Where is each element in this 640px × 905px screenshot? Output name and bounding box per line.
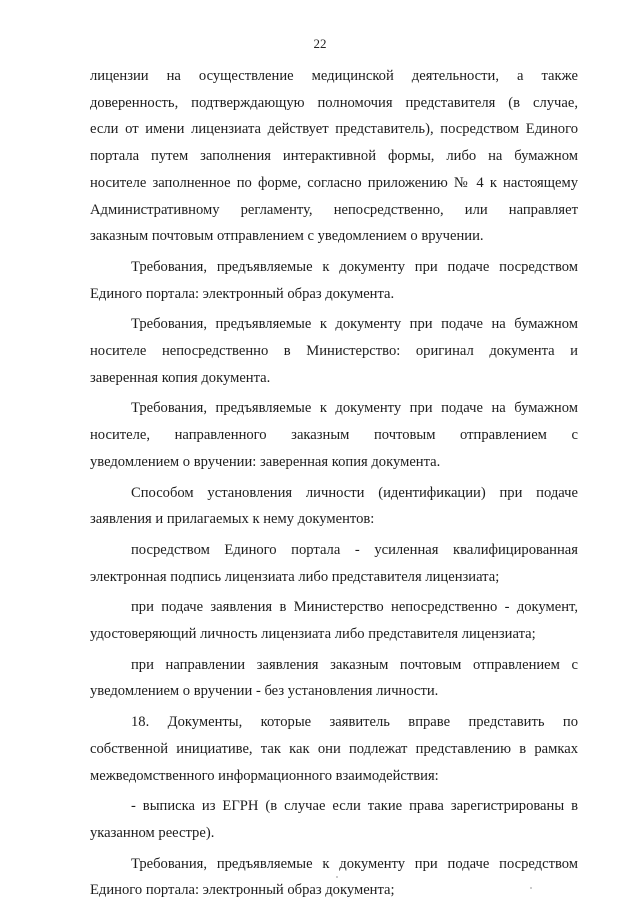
text-line: Требования, предъявляемые к документу при подаче посредством (131, 855, 578, 872)
text-line: удостоверяющий личность лицензиата либо представителя лицензиата; (90, 626, 536, 643)
text-line: межведомственного информационного взаимодействия: (90, 767, 439, 784)
paragraph (90, 63, 578, 250)
text-line: заявления и прилагаемых к нему документов: (90, 511, 375, 528)
paragraph (90, 594, 578, 647)
paragraph (90, 395, 578, 475)
text-line: носителе заполненное по форме, согласно приложению № 4 к настоящему (90, 174, 578, 191)
text-line: если от имени лицензиата действует представитель), посредством Единого (90, 121, 578, 138)
text-line: уведомлением о вручении: заверенная копия документа. (90, 453, 441, 470)
text-line: лицензии на осуществление медицинской деятельности, а также (90, 68, 578, 84)
text-line: носителе непосредственно в Министерство: оригинал документа и (90, 343, 578, 360)
text-line: носителе, направленного заказным почтовым отправлением с (90, 427, 578, 444)
text-line: Требования, предъявляемые к документу при подаче на бумажном (131, 316, 578, 333)
paragraph (90, 311, 578, 391)
page-number: 22 (313, 36, 327, 51)
text-line: Требования, предъявляемые к документу при подаче на бумажном (131, 400, 578, 417)
text-line: Административному регламенту, непосредственно, или направляет (90, 201, 578, 218)
text-line: собственной инициативе, так как они подлежат представлению в рамках (90, 740, 578, 757)
text-line: Способом установления личности (идентификации) при подаче (131, 484, 578, 501)
paragraph (90, 652, 578, 705)
text-line: при направлении заявления заказным почтовым отправлением с (131, 656, 578, 673)
text-line: Единого портала: электронный образ документа; (90, 882, 395, 899)
text-line: заказным почтовым отправлением с уведомлением о вручении. (90, 228, 484, 245)
paragraph (90, 709, 578, 789)
text-line: портала путем заполнения интерактивной формы, либо на бумажном (90, 148, 578, 165)
text-line: при подаче заявления в Министерство непосредственно - документ, (131, 599, 578, 616)
paragraph (90, 254, 578, 307)
paragraph (90, 537, 578, 590)
paragraph (90, 480, 578, 533)
text-line: электронная подпись лицензиата либо представителя лицензиата; (90, 568, 500, 585)
scan-speck (530, 887, 532, 889)
text-line: посредством Единого портала - усиленная квалифицированная (131, 541, 578, 558)
text-line: уведомлением о вручении - без установления личности. (90, 683, 439, 700)
scan-speck (336, 876, 338, 878)
text-line: доверенность, подтверждающую полномочия представителя (в случае, (90, 94, 578, 111)
text-line: - выписка из ЕГРН (в случае если такие права зарегистрированы в (131, 798, 578, 815)
text-line: заверенная копия документа. (90, 369, 271, 386)
text-line: указанном реестре). (90, 824, 215, 841)
text-line: Требования, предъявляемые к документу при подаче посредством (131, 258, 578, 275)
paragraph (90, 851, 578, 904)
text-line: 18. Документы, которые заявитель вправе представить по (131, 714, 578, 731)
text-line: Единого портала: электронный образ документа. (90, 285, 395, 302)
document-body (90, 63, 578, 904)
paragraph (90, 793, 578, 846)
